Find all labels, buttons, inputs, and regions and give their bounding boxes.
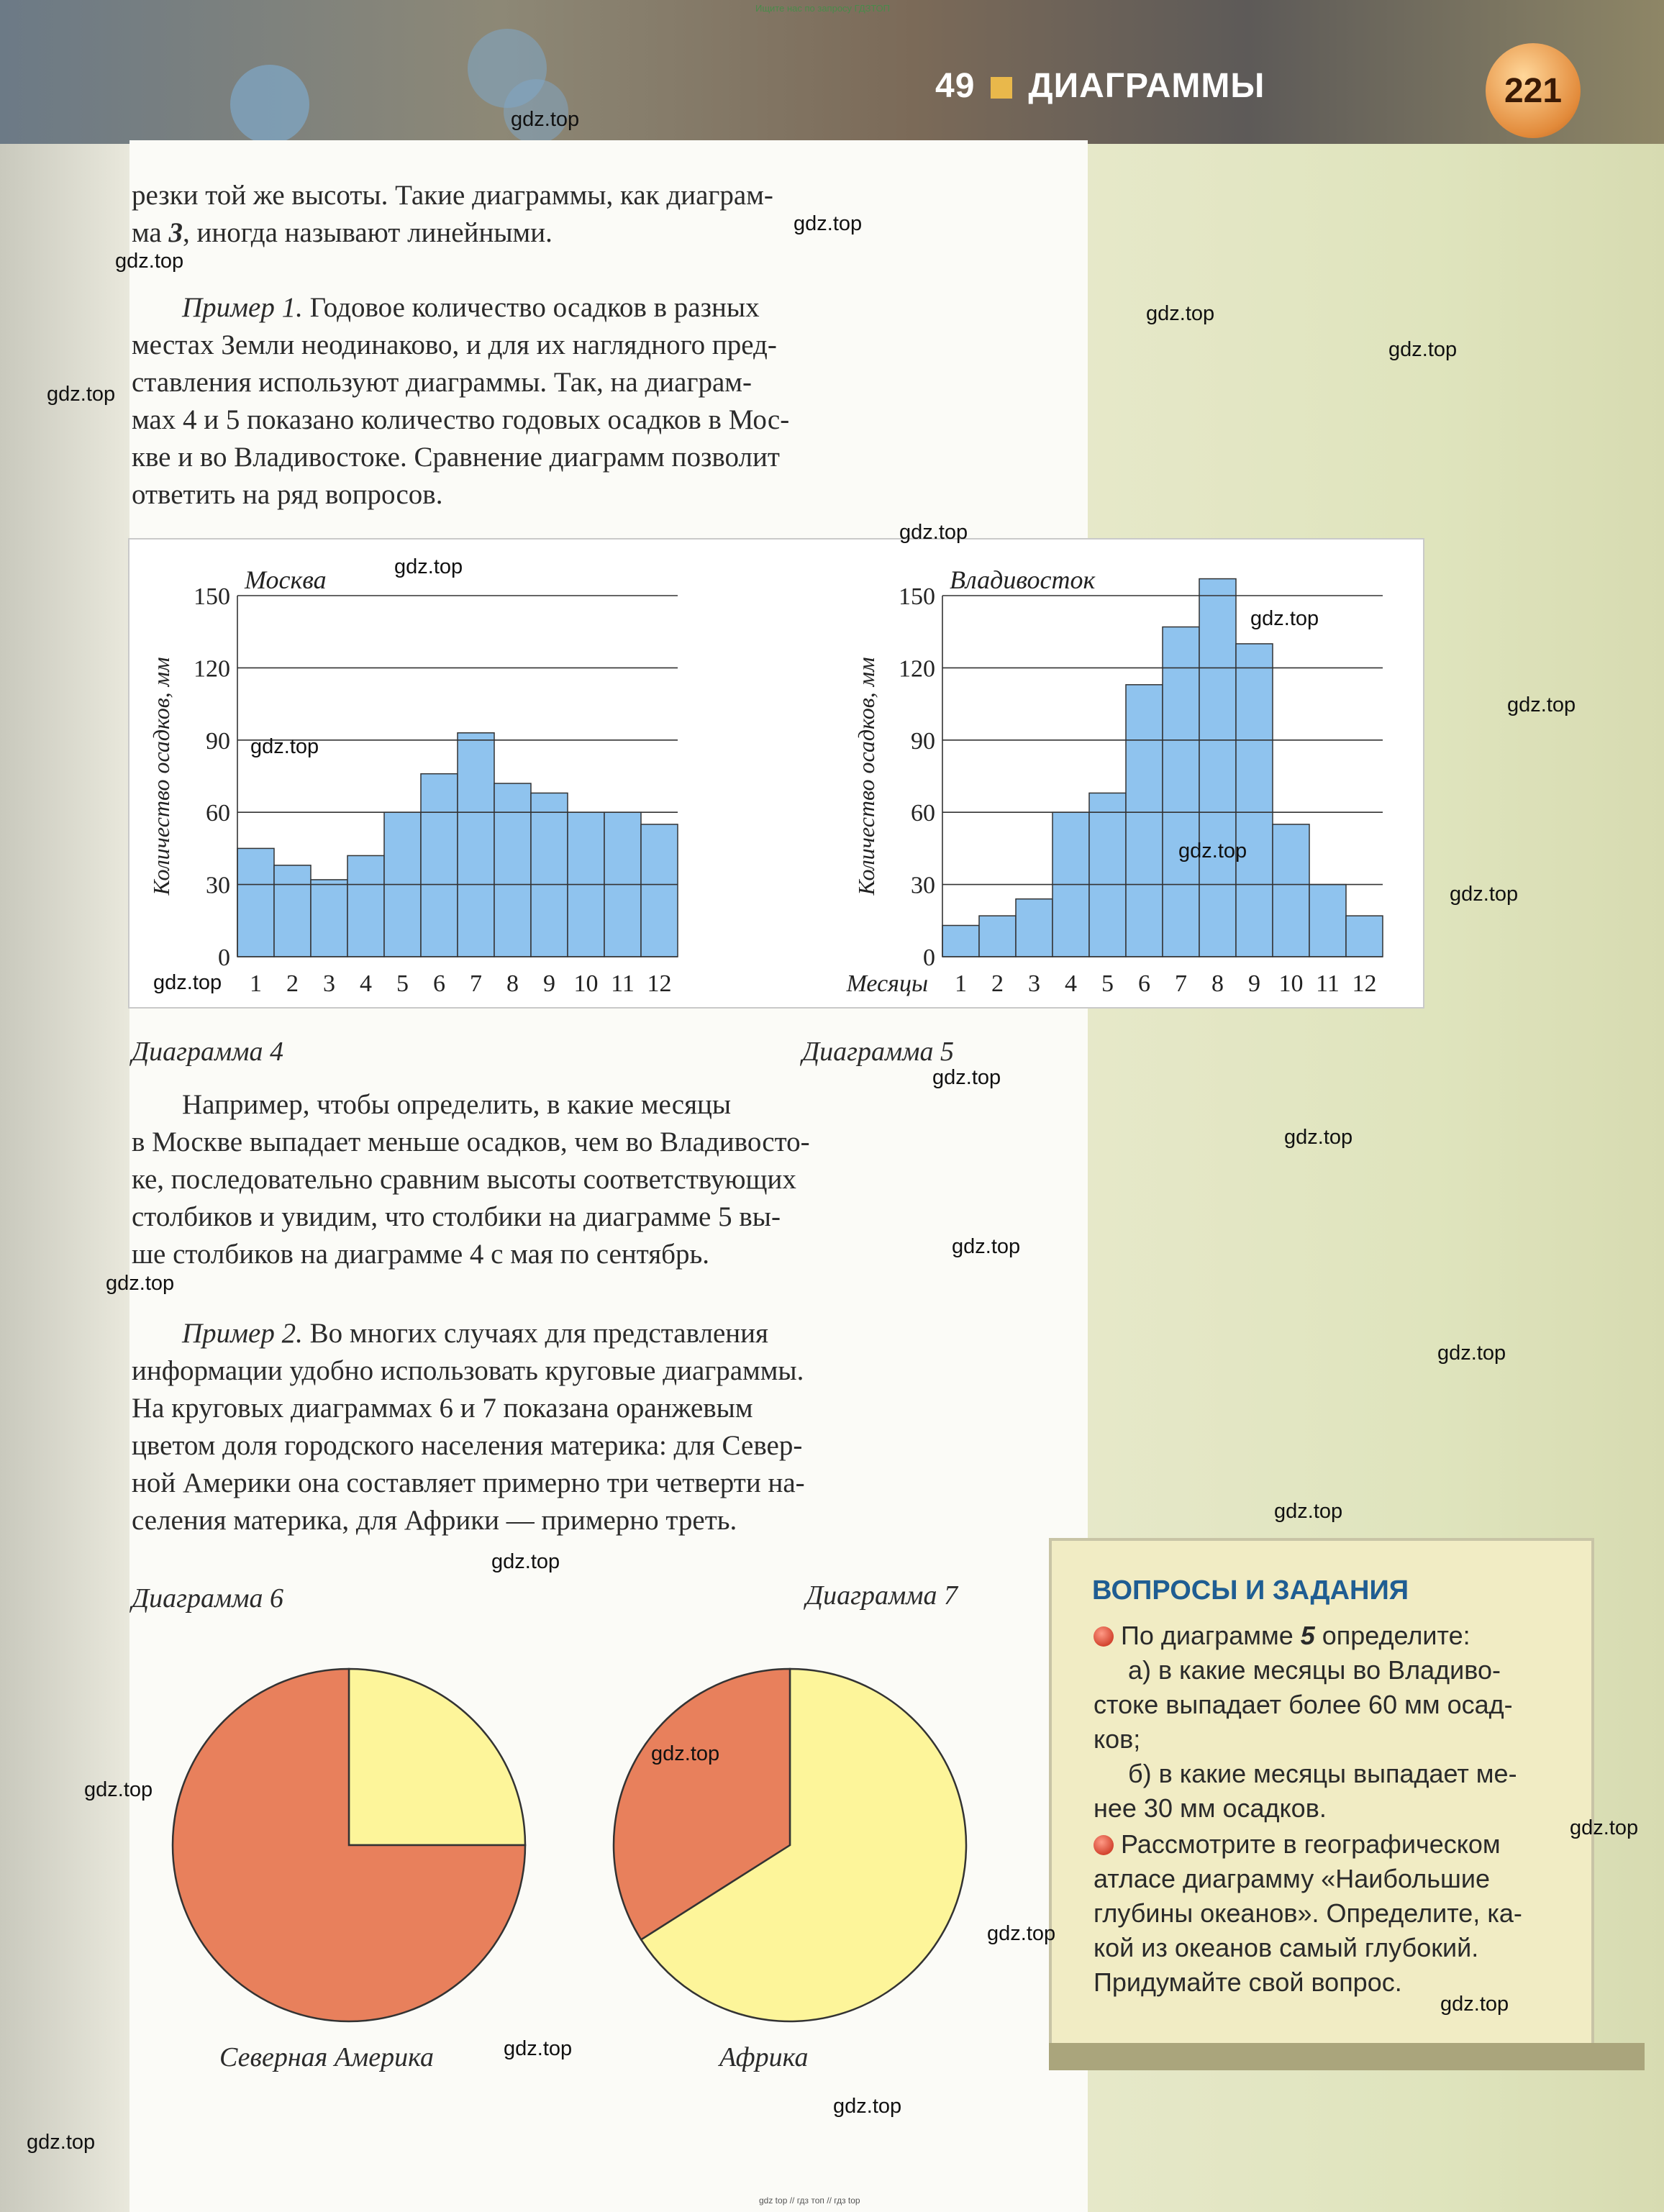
bar [1236,644,1273,957]
watermark: gdz.top [115,250,184,273]
watermark: gdz.top [84,1778,153,1801]
y-tick-label: 30 [911,872,935,899]
caption-diagram-4: Диаграмма 4 [132,1037,284,1067]
caption-diagram-5: Диаграмма 5 [802,1037,955,1067]
bar-charts-panel [128,538,1424,1009]
text-line: цветом доля городского населения материка: для Север- [132,1430,803,1461]
watermark: gdz.top [250,735,319,758]
question-1 [1094,1619,1470,1653]
watermark: gdz.top [153,971,222,994]
y-axis-label: Количество осадков, мм [853,657,879,896]
text-line: кве и во Владивостоке. Сравнение диаграмм позволит [132,442,780,473]
y-tick-label: 60 [206,800,230,827]
question-text: По диаграмме [1121,1621,1301,1650]
text-line: На круговых диаграммах 6 и 7 показана оранжевым [132,1393,753,1424]
watermark: gdz.top [511,108,580,131]
bar [1089,793,1126,957]
text-line: Пример 2. Во многих случаях для представления [182,1318,768,1349]
question-line: Придумайте свой вопрос. [1094,1967,1402,1997]
watermark: gdz.top [1274,1500,1343,1523]
bar [1126,685,1163,957]
watermark: gdz.top [1284,1126,1353,1149]
watermark: gdz.top [504,2037,573,2060]
text-line: мах 4 и 5 показано количество годовых осадков в Мос- [132,404,790,435]
bar [641,824,678,957]
x-tick-label: 5 [1101,970,1114,997]
page-header [0,0,1664,144]
bar [1273,824,1309,957]
bar [1016,899,1052,957]
y-axis-label: Количество осадков, мм [148,657,174,896]
page-number: 221 [1486,43,1581,138]
chart-title: Владивосток [950,565,1096,594]
question-line: стоке выпадает более 60 мм осад- [1094,1690,1513,1719]
pie-slice [349,1669,525,1845]
top-note: Ищите нас по запросу ГДЗТОП [755,3,891,14]
x-tick-label: 5 [396,970,409,997]
x-tick-label: 3 [323,970,335,997]
watermark: gdz.top [394,555,463,578]
x-tick-label: 2 [286,970,299,997]
text-line: ке, последовательно сравним высоты соответствующих [132,1164,796,1195]
page-gutter-shadow [0,137,129,2212]
red-bullet-icon [1094,1626,1114,1647]
watermark: gdz.top [27,2131,96,2154]
watermark: gdz.top [899,521,968,544]
x-tick-label: 1 [250,970,262,997]
bar [311,880,347,957]
x-tick-label: 4 [360,970,372,997]
decor-bar [1049,2043,1645,2070]
question-line: атласе диаграмму «Наибольшие [1094,1864,1490,1893]
questions-title: ВОПРОСЫ И ЗАДАНИЯ [1092,1575,1409,1606]
bar [979,916,1016,957]
pie-label-africa: Африка [719,2042,809,2072]
x-tick-label: 2 [991,970,1004,997]
bar-charts-svg [129,540,1423,1007]
x-tick-label: 11 [611,970,635,997]
watermark: gdz.top [932,1066,1001,1089]
chapter-heading [935,66,1265,106]
watermark: gdz.top [1507,693,1576,716]
watermark: gdz.top [987,1922,1056,1945]
caption-diagram-7: Диаграмма 7 [806,1580,958,1611]
bar [274,865,311,957]
text-line: Например, чтобы определить, в какие месяцы [182,1089,732,1120]
question-line: нее 30 мм осадков. [1094,1793,1327,1823]
y-tick-label: 0 [923,945,935,971]
text-line: ма [132,217,169,248]
text-line: , иногда называют линейными. [182,217,553,248]
watermark: gdz.top [833,2095,902,2118]
watermark: gdz.top [1146,302,1215,325]
question-line: кой из океанов самый глубокий. [1094,1933,1479,1962]
bar [494,783,531,957]
bar [458,733,494,957]
watermark: gdz.top [106,1272,175,1295]
watermark: gdz.top [491,1550,560,1573]
question-line: а) в какие месяцы во Владиво- [1128,1655,1501,1685]
question-line: ков; [1094,1724,1141,1754]
paragraph-2 [132,1086,810,1273]
y-tick-label: 60 [911,800,935,827]
x-tick-label: 8 [1211,970,1224,997]
text-line: ставления используют диаграммы. Так, на диаграм- [132,367,752,398]
chapter-square-icon [991,77,1012,99]
text-line: в Москве выпадает меньше осадков, чем во Владивосто- [132,1127,810,1157]
x-tick-label: 1 [955,970,967,997]
x-tick-label: 9 [1248,970,1260,997]
question-line: глубины океанов». Определите, ка- [1094,1898,1522,1928]
y-tick-label: 30 [206,872,230,899]
text-line: столбиков и увидим, что столбики на диаграмме 5 вы- [132,1201,781,1232]
chart-title: Москва [245,565,327,594]
x-tick-label: 6 [433,970,445,997]
bar [531,793,568,957]
diagram-ref: 3 [168,217,183,248]
x-tick-label: 11 [1316,970,1340,997]
bar [347,855,384,957]
y-tick-label: 90 [911,727,935,755]
x-tick-label: 7 [1175,970,1187,997]
bar [1346,916,1383,957]
bar [1163,627,1199,957]
question-line: б) в какие месяцы выпадает ме- [1128,1759,1517,1788]
x-tick-label: 4 [1065,970,1077,997]
x-tick-label: 12 [1352,970,1377,997]
question-line: Рассмотрите в географическом [1094,1827,1522,1862]
y-tick-label: 150 [899,583,935,610]
text-line: информации удобно использовать круговые диаграммы. [132,1355,804,1386]
watermark: gdz.top [1437,1342,1506,1365]
watermark: gdz.top [952,1235,1021,1258]
paragraph-example-2 [132,1315,805,1539]
y-tick-label: 120 [899,655,935,683]
bar [421,774,458,957]
watermark: gdz.top [651,1742,720,1765]
text-line: ше столбиков на диаграмме 4 с мая по сентябрь. [132,1239,710,1270]
bar [237,848,274,957]
watermark: gdz.top [47,383,116,406]
question-2 [1094,1827,1522,2000]
caption-diagram-6: Диаграмма 6 [132,1583,284,1614]
x-tick-label: 3 [1028,970,1040,997]
watermark: gdz.top [1450,883,1519,906]
text-line: местах Земли неодинаково, и для их наглядного пред- [132,329,777,360]
watermark: gdz.top [1178,839,1247,863]
text-line: селения материка, для Африки — примерно треть. [132,1505,737,1536]
text-line: резки той же высоты. Такие диаграммы, как диаграм- [132,180,773,211]
pie-label-north-america: Северная Америка [219,2042,435,2072]
red-bullet-icon [1094,1835,1114,1855]
x-axis-label: Месяцы [846,970,928,997]
watermark: gdz.top [1440,1993,1509,2016]
watermark: gdz.top [1388,338,1458,361]
diagram-ref: 5 [1300,1621,1315,1650]
bar [1199,579,1236,957]
y-tick-label: 90 [206,727,230,755]
x-tick-label: 6 [1138,970,1150,997]
x-tick-label: 9 [543,970,555,997]
y-tick-label: 0 [218,945,230,971]
chapter-title: ДИАГРАММЫ [1028,67,1265,105]
watermark: gdz.top [794,212,863,235]
text-line: ответить на ряд вопросов. [132,479,443,510]
paragraph-0 [132,177,773,252]
paragraph-example-1 [132,289,789,514]
x-tick-label: 8 [506,970,519,997]
question-1-items [1094,1653,1517,1826]
text-line: ной Америки она составляет примерно три четверти на- [132,1467,805,1498]
bottom-note: gdz top // гдз топ // гдз top [759,2195,860,2206]
text-line: Пример 1. Годовое количество осадков в разных [182,292,760,323]
y-tick-label: 120 [194,655,230,683]
x-tick-label: 12 [647,970,672,997]
chapter-number: 49 [935,67,976,105]
x-tick-label: 7 [470,970,482,997]
x-tick-label: 10 [1278,970,1304,997]
y-tick-label: 150 [194,583,230,610]
question-text: определите: [1314,1621,1470,1650]
watermark: gdz.top [1250,607,1319,630]
bar [942,925,979,957]
x-tick-label: 10 [573,970,599,997]
watermark: gdz.top [1570,1816,1639,1839]
bar [1309,885,1346,957]
